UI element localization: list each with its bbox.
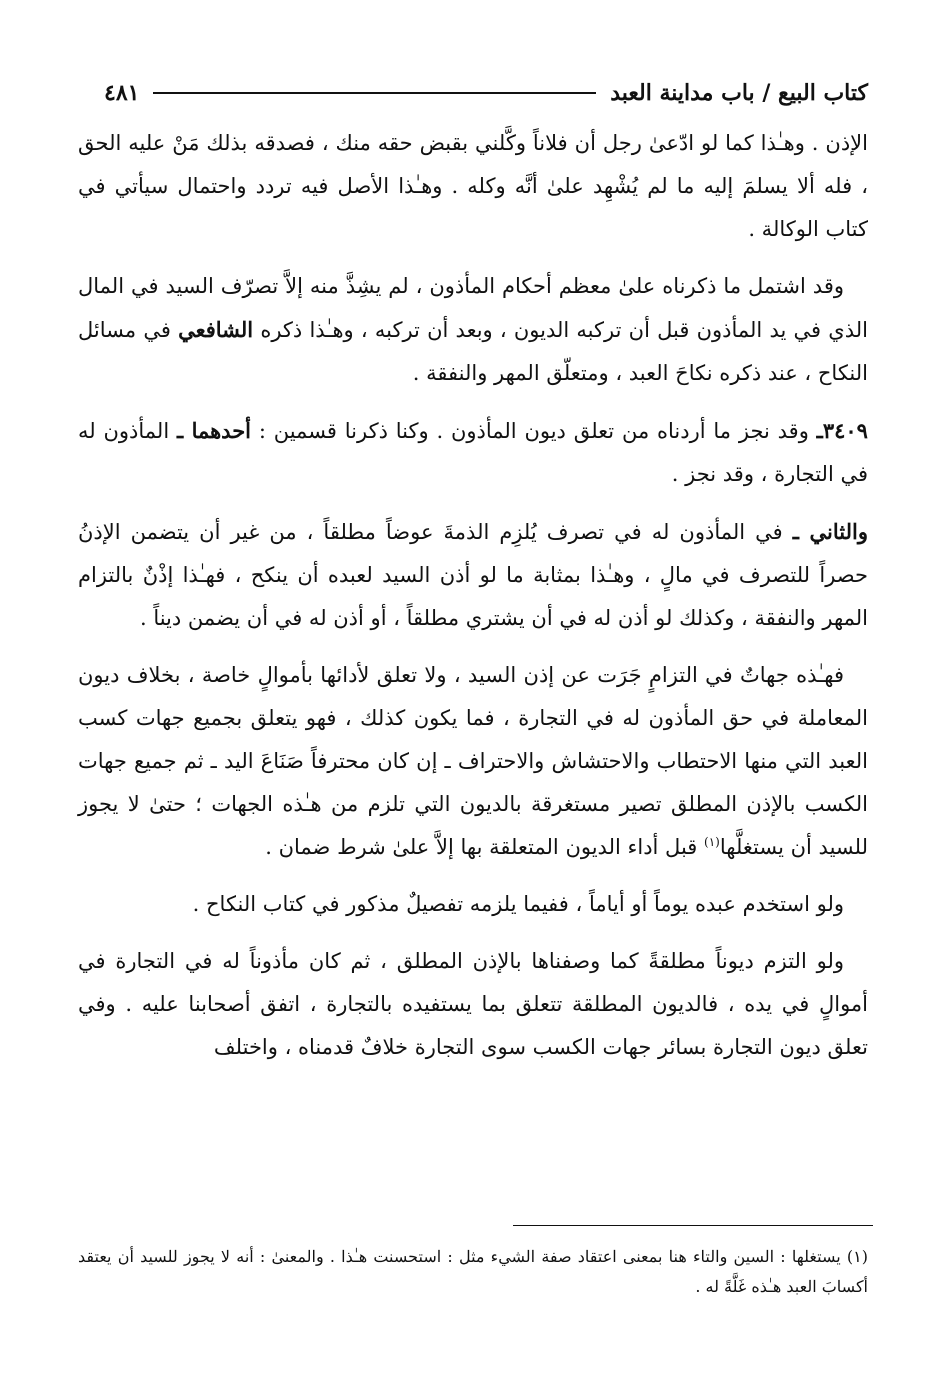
footnote-reference: (١) [704, 835, 720, 849]
paragraph-7-text: ولو التزم ديوناً مطلقةً كما وصفناها بالإذن المطلق ، ثم كان مأذوناً له في التجارة في أموالٍ في يده ، فالديون المطلقة تتعلق بما يستفيده بالتجارة ، اتفق أصحابنا عليه . وفي تعلق ديون التجارة بسائر جهات الكسب سوى التجارة خلافٌ قدمناه ، واختلف [78, 949, 868, 1059]
paragraph-2 [78, 265, 868, 395]
paragraph-1-text: الإذن . وهـٰذا كما لو ادّعىٰ رجل أن فلاناً وكَّلني بقبض حقه منك ، فصدقه بذلك مَنْ عليه الحق ، فله ألا يسلمَ إليه ما لم يُشْهِد علىٰ أنَّه وكله . وهـٰذا الأصل فيه تردد واحتمال سيأتي في كتاب الوكالة . [78, 131, 868, 241]
paragraph-5 [78, 654, 868, 869]
paragraph-6 [78, 883, 868, 926]
term-first: أحدهما ـ [176, 418, 252, 443]
paragraph-7 [78, 940, 868, 1069]
paragraph-4 [78, 510, 868, 640]
header-rule [153, 92, 596, 94]
footnote-marker: (١) [846, 1247, 868, 1266]
paragraph-3 [78, 409, 868, 496]
footnote [78, 1242, 868, 1302]
paragraph-3-text-b: المأذون له في التجارة ، وقد نجز . [78, 419, 868, 486]
paragraph-2-text-b: في مسائل النكاح ، عند ذكره نكاحَ العبد ، ومتعلّق المهر والنفقة . [78, 318, 868, 385]
paragraph-5-text-b: قبل أداء الديون المتعلقة بها إلاَّ علىٰ شرط ضمان . [265, 835, 698, 859]
paragraph-2-text-a: وقد اشتمل ما ذكرناه علىٰ معظم أحكام المأذون ، لم يشِذَّ منه إلاَّ تصرّف السيد في المال الذي في يد المأذون قبل أن تركبه الديون ، وبعد أن تركبه ، وهـٰذا ذكره [78, 274, 868, 342]
footnote-separator [513, 1225, 873, 1226]
paragraph-5-text-a: فهـٰذه جهاتٌ في التزامٍ جَرَت عن إذن السيد ، ولا تعلق لأدائها بأموالٍ خاصة ، بخلاف ديون المعاملة في حق المأذون له في التجارة ، فما يكون كذلك ، فهو يتعلق بجميع جهات كسب العبد التي منها الاحتطاب والاحتشاش والاحتراف ـ إن كان محترفاً صَنَاعَ اليد ـ ثم جميع جهات الكسب بالإذن المطلق تصير مستغرقة بالديون التي تلزم من هـٰذه الجهات ؛ حتىٰ لا يجوز للسيد أن يستغلَّها [78, 663, 868, 859]
section-number: ٣٤٠٩ـ [816, 418, 868, 443]
paragraph-6-text: ولو استخدم عبده يوماً أو أياماً ، ففيما يلزمه تفصيلٌ مذكور في كتاب النكاح . [192, 892, 844, 916]
page-number: ٤٨١ [104, 80, 140, 106]
name-shafii: الشافعي [178, 317, 254, 342]
chapter-title: كتاب البيع / باب مداينة العبد [610, 80, 868, 106]
page-body [78, 70, 868, 1083]
running-header [78, 70, 868, 116]
term-second: والثاني ـ [792, 519, 868, 544]
paragraph-3-text-a: وقد نجز ما أردناه من تعلق ديون المأذون . وكنا ذكرنا قسمين : [258, 419, 809, 443]
paragraph-4-text: في المأذون له في تصرف يُلزِم الذمةَ عوضاً مطلقاً ، من غير أن يتضمن الإذنُ حصراً للتصرف في مالٍ ، وهـٰذا بمثابة ما لو أذن السيد لعبده أن ينكح ، فهـٰذا إذْنٌ بالتزام المهر والنفقة ، وكذلك لو أذن له في أن يشتري مطلقاً ، أو أذن له في أن يضمن ديناً . [78, 520, 868, 630]
footnote-text: يستغلها : السين والتاء هنا بمعنى اعتقاد صفة الشيء مثل : استحسنت هـٰذا . والمعنىٰ : أنه لا يجوز للسيد أن يعتقد أكسابَ العبد هـٰذه غَلَّةً له . [78, 1247, 868, 1296]
paragraph-1 [78, 122, 868, 251]
